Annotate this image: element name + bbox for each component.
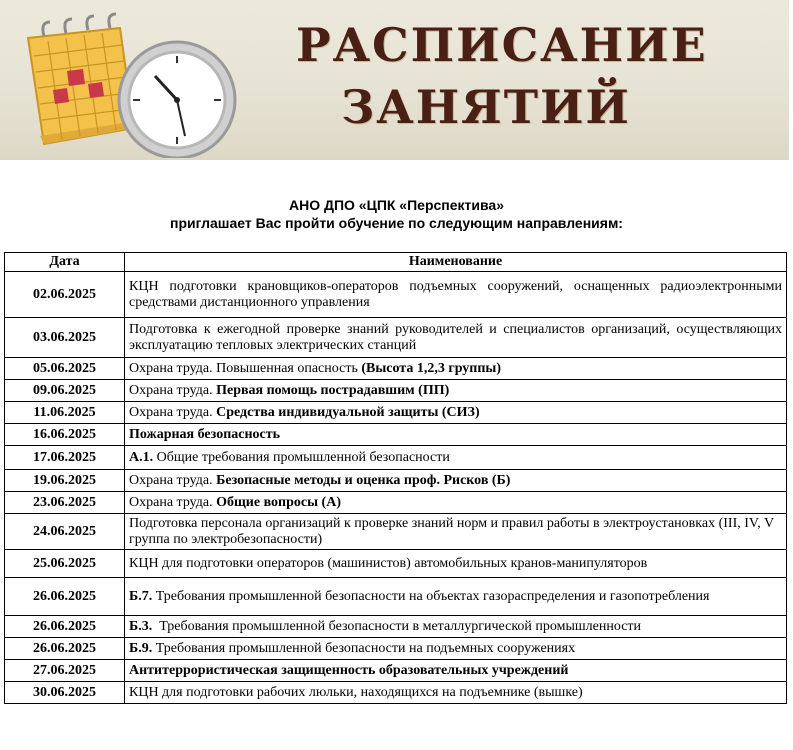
course-name-text: Общие требования промышленной безопасности xyxy=(153,449,450,465)
table-row xyxy=(5,318,787,358)
calendar-clock-illustration xyxy=(10,8,260,158)
row-course-name xyxy=(125,272,787,318)
course-name-text: Требования промышленной безопасности на подъемных сооружениях xyxy=(152,640,576,656)
course-name-bold: Б.3. xyxy=(129,618,153,634)
row-date: 03.06.2025 xyxy=(5,318,125,358)
row-course-name xyxy=(125,578,787,616)
table-row xyxy=(5,550,787,578)
row-date: 24.06.2025 xyxy=(5,514,125,550)
course-name-text: Подготовка персонала организаций к проверке знаний норм и правил работы в электроустановках (III, IV, V группа по электробезопасности) xyxy=(129,515,778,547)
row-course-name xyxy=(125,550,787,578)
row-course-name xyxy=(125,514,787,550)
table-row xyxy=(5,470,787,492)
row-date: 26.06.2025 xyxy=(5,578,125,616)
row-date: 02.06.2025 xyxy=(5,272,125,318)
table-header-row xyxy=(5,253,787,272)
table-row xyxy=(5,638,787,660)
row-date: 26.06.2025 xyxy=(5,616,125,638)
course-name-text: Охрана труда. xyxy=(129,494,217,510)
row-course-name xyxy=(125,638,787,660)
table-row xyxy=(5,660,787,682)
row-date: 27.06.2025 xyxy=(5,660,125,682)
table-row xyxy=(5,424,787,446)
course-name-bold: Первая помощь пострадавшим (ПП) xyxy=(216,382,450,398)
course-name-text: Охрана труда. xyxy=(129,472,217,488)
course-name-text: КЦН для подготовки рабочих люльки, находящихся на подъемнике (вышке) xyxy=(129,684,583,700)
row-date: 05.06.2025 xyxy=(5,358,125,380)
row-course-name xyxy=(125,318,787,358)
schedule-table-body xyxy=(5,272,787,704)
row-date: 23.06.2025 xyxy=(5,492,125,514)
calendar-icon xyxy=(28,14,134,144)
course-name-bold: А.1. xyxy=(129,449,154,465)
row-date: 11.06.2025 xyxy=(5,402,125,424)
table-row xyxy=(5,446,787,470)
row-date: 17.06.2025 xyxy=(5,446,125,470)
row-course-name xyxy=(125,616,787,638)
course-name-bold: Общие вопросы (А) xyxy=(216,494,341,510)
row-date: 25.06.2025 xyxy=(5,550,125,578)
course-name-text: КЦН подготовки крановщиков-операторов подъемных сооружений, оснащенных радиоэлектронными средствами дистанционного управления xyxy=(129,278,786,310)
row-date: 09.06.2025 xyxy=(5,380,125,402)
header-date: Дата xyxy=(5,253,125,272)
table-row xyxy=(5,492,787,514)
course-name-bold: Б.9. xyxy=(129,640,153,656)
row-course-name xyxy=(125,424,787,446)
course-name-bold: Безопасные методы и оценка проф. Рисков (Б) xyxy=(216,472,511,488)
schedule-banner xyxy=(0,0,789,160)
course-name-bold: Пожарная безопасность xyxy=(129,426,281,442)
table-row xyxy=(5,682,787,704)
row-date: 26.06.2025 xyxy=(5,638,125,660)
organization-name: АНО ДПО «ЦПК «Перспектива» xyxy=(288,197,504,213)
row-course-name xyxy=(125,402,787,424)
row-course-name xyxy=(125,682,787,704)
table-row xyxy=(5,514,787,550)
course-name-bold: Средства индивидуальной защиты (СИЗ) xyxy=(216,404,480,420)
course-name-bold: Б.7. xyxy=(129,588,153,604)
organization-intro xyxy=(0,196,793,232)
course-name-bold: Антитеррористическая защищенность образовательных учреждений xyxy=(129,662,569,678)
organization-invitation: приглашает Вас пройти обучение по следующим направлениям: xyxy=(170,215,623,231)
course-name-text: КЦН для подготовки операторов (машинистов) автомобильных кранов-манипуляторов xyxy=(129,555,648,571)
course-name-text: Требования промышленной безопасности в металлургической промышленности xyxy=(152,618,642,634)
course-name-text: Охрана труда. xyxy=(129,382,217,398)
course-name-text: Подготовка к ежегодной проверке знаний руководителей и специалистов организаций, осуществляющих эксплуатацию тепловых электрических станций xyxy=(129,321,786,353)
clock-icon xyxy=(119,42,235,158)
table-row xyxy=(5,402,787,424)
banner-title xyxy=(296,14,708,138)
row-course-name xyxy=(125,358,787,380)
row-date: 16.06.2025 xyxy=(5,424,125,446)
course-name-text: Охрана труда. xyxy=(129,404,217,420)
course-name-text: Охрана труда. Повышенная опасность xyxy=(129,360,362,376)
schedule-table xyxy=(4,252,787,704)
row-course-name xyxy=(125,470,787,492)
row-course-name xyxy=(125,380,787,402)
table-row xyxy=(5,272,787,318)
banner-title-line-1: РАСПИСАНИЕ xyxy=(296,18,708,72)
table-row xyxy=(5,358,787,380)
header-name: Наименование xyxy=(125,253,787,272)
course-name-bold: (Высота 1,2,3 группы) xyxy=(361,360,502,376)
row-course-name xyxy=(125,446,787,470)
table-row xyxy=(5,616,787,638)
banner-title-line-2: ЗАНЯТИЙ xyxy=(341,80,631,134)
row-date: 30.06.2025 xyxy=(5,682,125,704)
table-row xyxy=(5,380,787,402)
table-row xyxy=(5,578,787,616)
row-course-name xyxy=(125,492,787,514)
row-date: 19.06.2025 xyxy=(5,470,125,492)
course-name-text: Требования промышленной безопасности на объектах газораспределения и газопотребления xyxy=(152,588,710,604)
row-course-name xyxy=(125,660,787,682)
